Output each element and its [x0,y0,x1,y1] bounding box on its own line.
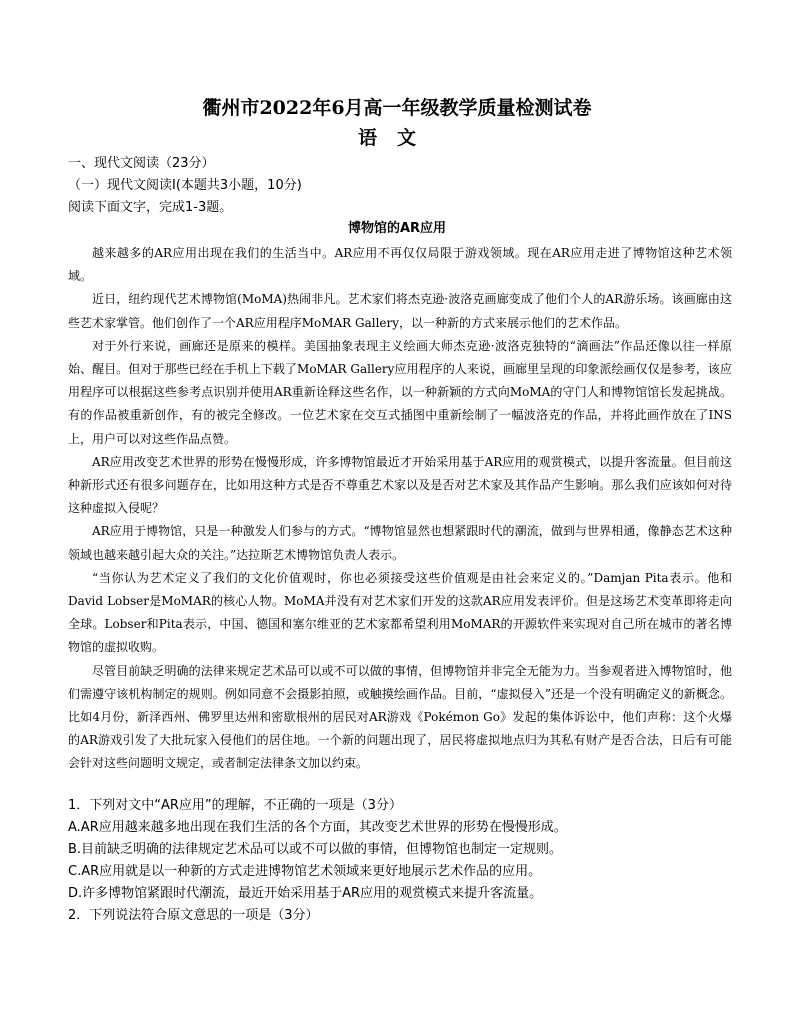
article-paragraph: “当你认为艺术定义了我们的文化价值观时，你也必须接受这些价值观是由社会来定义的。”Damjan Pita表示。他和David Lobser是MoMAR的核心人物。MoMA并没有对艺术家们开发的这款AR应用发表评价。但是这场艺术变革即将走向全球。Lobser和Pita表示，中国、德国和塞尔维亚的艺术家都希望利用MoMAR的开源软件来实现对自己所在城市的著名博物馆的虚拟收购。 [68,570,732,655]
section-heading: 一、现代文阅读（23分） [68,156,215,171]
article-body [68,242,732,776]
subject-title: 语文 [357,127,436,149]
article-paragraph: 近日，纽约现代艺术博物馆(MoMA)热闹非凡。艺术家们将杰克逊·波洛克画廊变成了他们个人的AR游乐场。该画廊由这些艺术家掌管。他们创作了一个AR应用程序MoMAR Gallery，以一种新的方式来展示他们的艺术作品。 [68,292,732,330]
article-paragraph: 尽管目前缺乏明确的法律来规定艺术品可以或不可以做的事情，但博物馆并非完全无能为力。当参观者进入博物馆时，他们需遵守该机构制定的规则。例如同意不会摄影拍照，或触摸绘画作品。目前，“虚拟侵入”还是一个没有明确定义的新概念。比如4月份，新泽西州、佛罗里达州和密歇根州的居民对AR游戏《Pokémon Go》发起的集体诉讼中，他们声称：这个火爆的AR游戏引发了大批玩家入侵他们的居住地。一个新的问题出现了，居民将虚拟地点归为其私有财产是否合法，日后有可能会针对这些问题明文规定，或者制定法律条文加以约束。 [68,663,732,771]
question-1-option-c: C.AR应用就是以一种新的方式走进博物馆艺术领域来更好地展示艺术作品的应用。 [68,864,542,879]
question-2-stem: 2．下列说法符合原文意思的一项是（3分） [68,908,319,923]
reading-instruction: 阅读下面文字，完成1-3题。 [68,200,233,215]
exam-title: 衢州市2022年6月高一年级教学质量检测试卷 [202,97,592,119]
article-paragraph: 对于外行来说，画廊还是原来的模样。美国抽象表现主义绘画大师杰克逊·波洛克独特的“滴画法”作品还像以往一样原始、醒目。但对于那些已经在手机上下载了MoMAR Gallery应用程序的人来说，画廊里呈现的印象派绘画仅仅是参考，该应用程序可以根据这些参考点识别并使用AR重新诠释这些名作，以一种新颖的方式向MoMA的守门人和博物馆馆长发起挑战。有的作品被重新创作，有的被完全修改。一位艺术家在交互式插图中重新绘制了一幅波洛克的作品，并将此画作放在了INS上，用户可以对这些作品点赞。 [68,338,732,446]
question-1-option-d: D.许多博物馆紧跟时代潮流，最近开始采用基于AR应用的观赏模式来提升客流量。 [68,886,543,901]
question-1-option-a: A.AR应用越来越多地出现在我们生活的各个方面，其改变艺术世界的形势在慢慢形成。 [68,820,567,835]
question-1-stem: 1．下列对文中“AR应用”的理解，不正确的一项是（3分） [68,798,402,813]
article-paragraph: 越来越多的AR应用出现在我们的生活当中。AR应用不再仅仅局限于游戏领域。现在AR应用走进了博物馆这种艺术领域。 [68,246,732,284]
article-paragraph: AR应用于博物馆，只是一种激发人们参与的方式。“博物馆显然也想紧跟时代的潮流，做到与世界相通，像静态艺术这种领域也越来越引起大众的关注。”达拉斯艺术博物馆负责人表示。 [68,524,732,562]
article-title: 博物馆的AR应用 [347,221,447,236]
sub-section-heading: （一）现代文阅读Ⅰ(本题共3小题，10分) [68,178,302,193]
article-paragraph: AR应用改变艺术世界的形势在慢慢形成，许多博物馆最近才开始采用基于AR应用的观赏模式，以提升客流量。但目前这种新形式还有很多问题存在，比如用这种方式是否不尊重艺术家以及是否对艺术家及其作品产生影响。那么我们应该如何对待这种虚拟入侵呢？ [68,454,732,516]
question-1-option-b: B.目前缺乏明确的法律规定艺术品可以或不可以做的事情，但博物馆也制定一定规则。 [68,842,563,857]
